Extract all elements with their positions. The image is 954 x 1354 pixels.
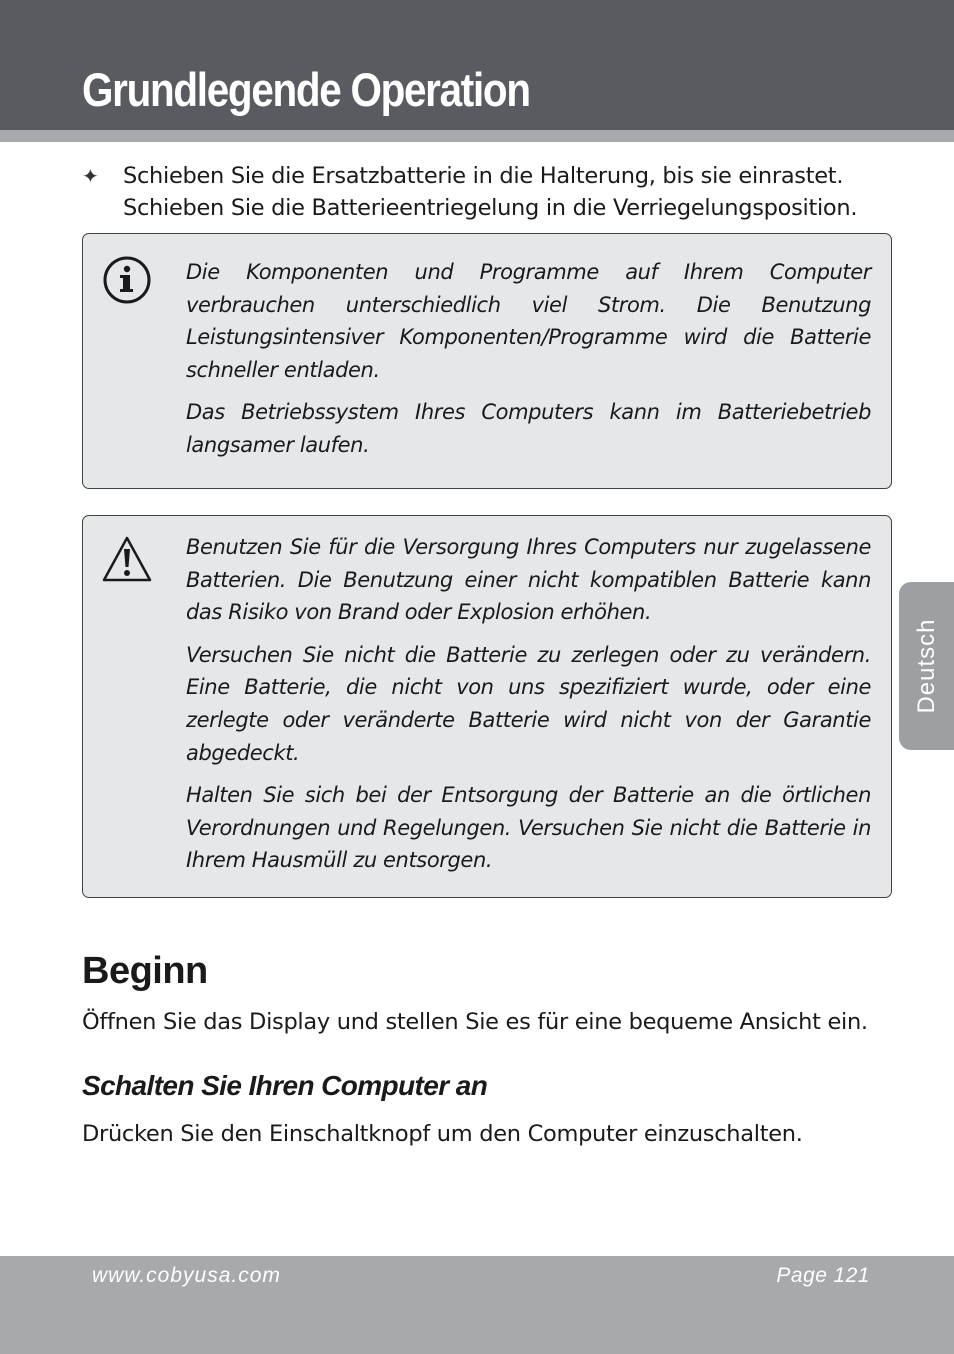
subsection-heading: Schalten Sie Ihren Computer an: [82, 1070, 488, 1101]
star-bullet-icon: ✦: [82, 164, 99, 188]
page-label: Page: [776, 1264, 828, 1287]
note-paragraph: Das Betriebssystem Ihres Computers kann im Batteriebetrieb langsamer laufen.: [186, 400, 871, 457]
note-paragraph: Versuchen Sie nicht die Batterie zu zerlegen oder zu verändern. Eine Batterie, die nicht von uns spezifiziert wurde, oder eine zerlegte oder veränderte Batterie wird nicht von der Garantie abgedeckt.: [186, 642, 871, 765]
bullet-item: [82, 160, 882, 224]
page-footer: [0, 1256, 954, 1354]
footer-url[interactable]: www.cobyusa.com: [92, 1264, 281, 1287]
header-stripe: [0, 130, 954, 142]
info-icon: [101, 254, 153, 306]
bullet-text: [123, 160, 882, 224]
bullet-line: Schieben Sie die Batterieentriegelung in die Verriegelungsposition.: [123, 195, 858, 221]
note-paragraph: Die Komponenten und Programme auf Ihrem Computer verbrauchen unterschiedlich viel Strom. Die Benutzung Leistungsintensiver Komponenten/Programme wird die Batterie schneller entladen.: [186, 260, 871, 382]
section-paragraph: Öffnen Sie das Display und stellen Sie es für eine bequeme Ansicht ein.: [82, 1009, 868, 1035]
page-header: [0, 0, 954, 130]
info-note-box: [82, 233, 892, 489]
info-note-text: [186, 256, 871, 472]
page-title: Grundlegende Operation: [82, 63, 530, 116]
warning-note-box: [82, 515, 892, 898]
warning-note-text: [186, 531, 871, 887]
note-paragraph: Halten Sie sich bei der Entsorgung der Batterie an die örtlichen Verordnungen und Regelungen. Versuchen Sie nicht die Batterie in Ihrem Hausmüll zu entsorgen.: [186, 783, 871, 873]
subsection-paragraph: Drücken Sie den Einschaltknopf um den Computer einzuschalten.: [82, 1121, 803, 1147]
section-heading: Beginn: [82, 950, 208, 992]
page-number: [770, 1264, 870, 1288]
language-tab-label: Deutsch: [912, 618, 940, 714]
note-paragraph: Benutzen Sie für die Versorgung Ihres Computers nur zugelassene Batterien. Die Benutzung einer nicht kompatiblen Batterie kann das Risiko von Brand oder Explosion erhöhen.: [186, 535, 871, 625]
language-tab[interactable]: [899, 582, 954, 750]
page-number-value: 121: [833, 1264, 870, 1287]
warning-icon: [101, 534, 153, 586]
bullet-line: Schieben Sie die Ersatzbatterie in die Halterung, bis sie einrastet.: [123, 163, 844, 189]
